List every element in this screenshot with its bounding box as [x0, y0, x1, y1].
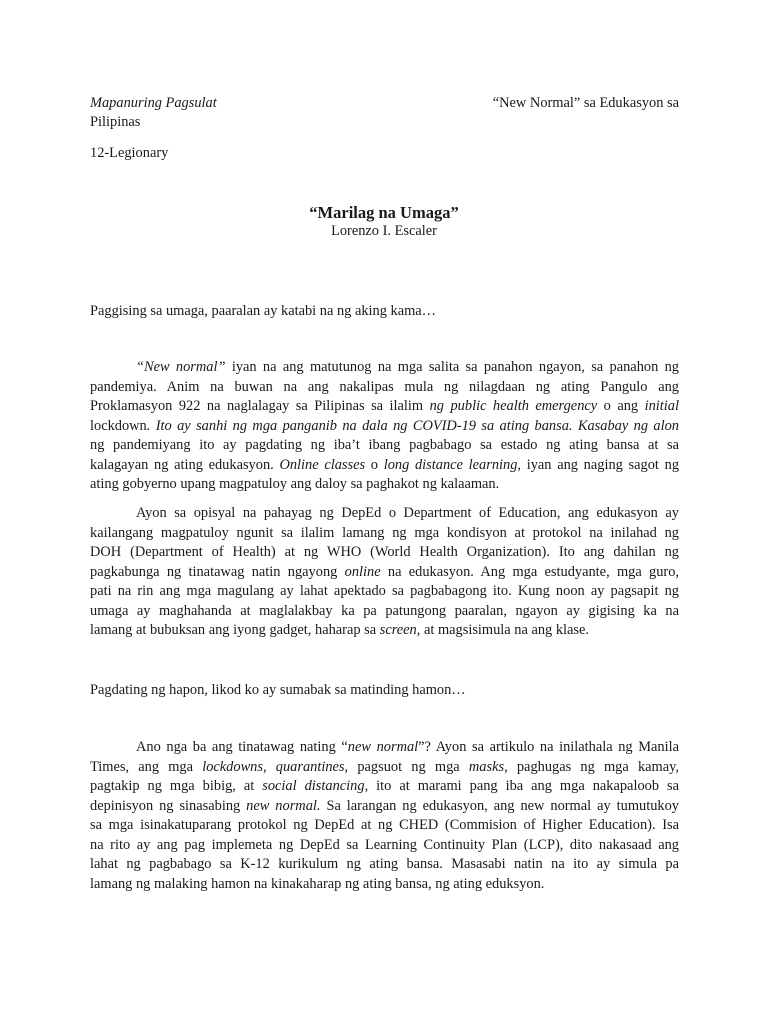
p3-line	[90, 777, 679, 797]
p1-line	[90, 456, 679, 476]
emphasized-term: . Ito ay sanhi ng mga panganib na dala ng COVID-19 sa ating bansa. Kasabay ng alon	[146, 417, 679, 434]
emphasized-term: ng public health emergency	[429, 398, 598, 414]
line-text: pagkabunga ng tinatawag natin ngayong	[90, 563, 345, 580]
line-text: ”? Ayon sa artikulo na inilathala ng Manila	[418, 739, 679, 755]
emphasized-term: social distancing	[262, 778, 365, 794]
document-topic-continued: Pilipinas	[90, 114, 141, 130]
line-text: o	[365, 456, 384, 473]
p2-line: kailangang magpatuloy ngunit sa ilalim lamang ng mga kondisyon at protokol na inilahad ng	[90, 524, 679, 541]
line-text: iyan na ang matutunog na mga salita sa panahon ngayon, sa panahon ng	[225, 359, 679, 375]
p3-line: lahat ng pagbabago sa K-12 kurikulum ng ating bansa. Masasabi natin na ito ay simula pa	[90, 856, 679, 872]
line-text: pagtakip ng mga bibig, at	[90, 778, 263, 794]
line-text: , pagsuot ng mga	[344, 758, 469, 775]
p3-line	[90, 738, 679, 758]
section-name: 12-Legionary	[90, 145, 169, 161]
line-text: lockdown	[90, 417, 147, 434]
line-text: o ang	[597, 398, 645, 414]
paragraph-1	[90, 358, 679, 495]
paragraph-3	[90, 738, 679, 894]
p1-line	[90, 397, 679, 417]
emphasized-term: Online classes	[279, 456, 366, 473]
p1-line: ating gobyerno upang magpatuloy ang daloy sa paghakot ng kalaaman.	[90, 476, 500, 492]
p1-line: ng pandemiyang ito ay pagdating ng iba’t ibang pagbabago sa estado ng ating bansa at sa	[90, 437, 679, 453]
essay-author: Lorenzo I. Escaler	[331, 223, 437, 239]
emphasized-term: long distance learning	[383, 456, 518, 473]
line-text: kalagayan ng ating edukasyon.	[90, 456, 280, 473]
p2-line: umaga ay maghahanda at maglalakbay ka pa patungong paaralan, ngayon ay gigising ka na	[90, 602, 679, 619]
lead-line-2: Pagdating ng hapon, likod ko ay sumabak sa matinding hamon…	[90, 682, 466, 698]
p3-line	[90, 797, 679, 817]
essay-title: “Marilag na Umaga”	[309, 203, 459, 222]
p1-line: pandemiya. Anim na buwan na ang nakalipas mula ng nilagdaan ng ating Pangulo ang	[90, 378, 679, 395]
line-text: ,	[262, 758, 276, 775]
p2-line	[90, 563, 679, 583]
paragraph-2	[90, 504, 679, 641]
emphasized-term: online	[344, 563, 381, 580]
emphasized-term: new normal.	[246, 797, 321, 814]
line-text: lamang at bubuksan ang iyong gadget, haharap sa	[90, 622, 380, 638]
line-text: Ano nga ba ang tinatawag nating “	[136, 739, 348, 755]
emphasized-term: lockdowns	[202, 758, 263, 775]
p2-line: Ayon sa opisyal na pahayag ng DepEd o Department of Education, ang edukasyon ay	[136, 505, 679, 521]
course-title: Mapanuring Pagsulat	[90, 95, 217, 111]
p2-line: DOH (Department of Health) at ng WHO (World Health Organization). Ito ang dahilan ng	[90, 544, 679, 560]
emphasized-term: initial	[644, 398, 679, 414]
p3-line	[90, 758, 679, 778]
p1-line	[90, 417, 679, 437]
emphasized-term: screen	[379, 622, 417, 638]
line-text: , paghugas ng mga kamay,	[504, 758, 679, 775]
line-text: Sa larangan ng edukasyon, ang new normal ay tumutukoy	[320, 797, 679, 814]
p3-line: sa mga isinakatuparang protokol ng DepEd at ng CHED (Commision of Higher Education). Isa	[90, 817, 679, 833]
p3-line: lamang ng malaking hamon na kinakaharap ng ating bansa, ng ating eduksyon.	[90, 875, 545, 892]
line-text: depinisyon ng sinasabing	[90, 797, 247, 814]
p1-line	[90, 358, 679, 378]
emphasized-term: quarantines	[275, 758, 345, 775]
lead-line-1: Paggising sa umaga, paaralan ay katabi na ng aking kama…	[90, 303, 437, 319]
line-text: Times, ang mga	[90, 758, 203, 775]
p2-line: pati na rin ang mga magulang ay lahat apektado sa pagbabagong ito. Kung noon ay pagsapit ng	[90, 583, 679, 599]
line-text: Proklamasyon 922 na naglalagay sa Pilipinas sa ilalim	[90, 398, 430, 414]
line-text: na edukasyon. Ang mga estudyante, mga guro,	[380, 563, 679, 580]
line-text: , iyan ang naging sagot ng	[517, 456, 680, 473]
emphasized-term: masks	[468, 758, 505, 775]
line-text: , ito at marami pang iba ang mga nakapaloob sa	[364, 778, 680, 794]
emphasized-term: “New normal”	[136, 359, 226, 375]
line-text: , at magsisimula na ang klase.	[416, 622, 590, 638]
document-topic: “New Normal” sa Edukasyon sa	[492, 95, 679, 111]
emphasized-term: new normal	[347, 739, 419, 755]
p3-line: na rito ay ang pag implemeta ng DepEd sa Learning Continuity Plan (LCP), dito nakasaad ang	[90, 836, 679, 853]
p2-line	[90, 621, 679, 641]
